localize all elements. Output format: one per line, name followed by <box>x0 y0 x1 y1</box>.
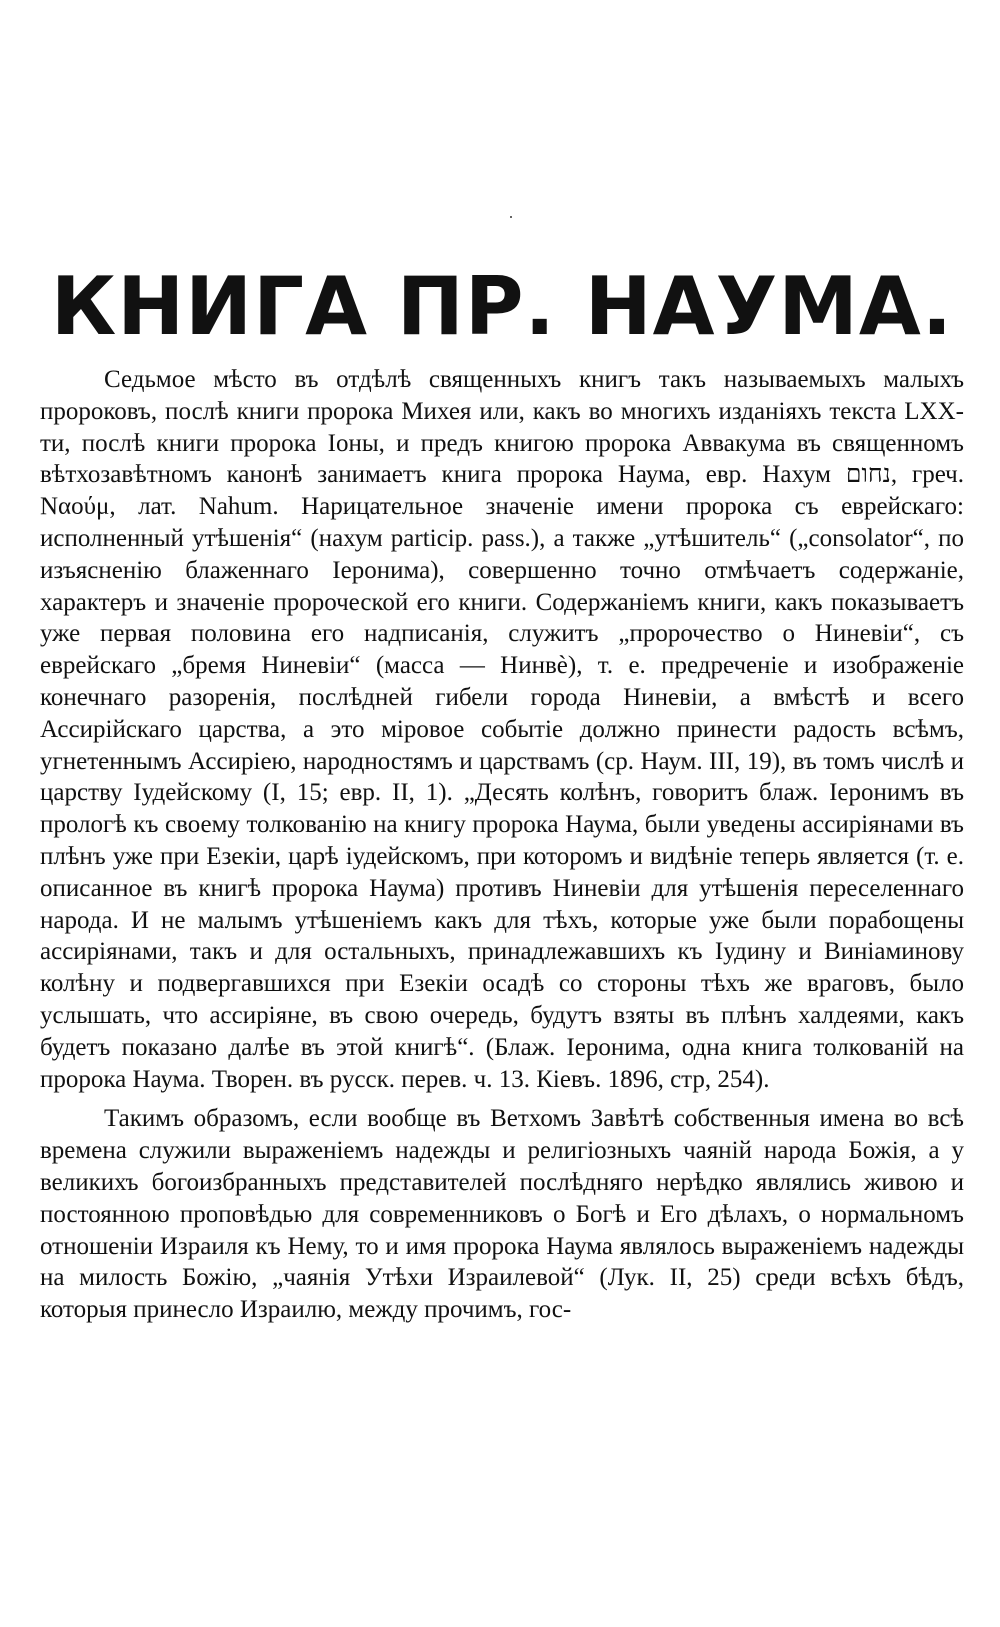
print-speck <box>510 216 512 218</box>
paragraph-2: Такимъ образомъ, если вообще въ Ветхомъ Завѣтѣ собственныя имена во всѣ времена служили выраженіемъ надежды и религіозныхъ чаяній народа Божія, а у великихъ богоизбранныхъ представителей послѣдняго нерѣдко являлись живою и постоянною проповѣдью для современниковъ о Богѣ и Его дѣлахъ, о нормальномъ отношеніи Израиля къ Нему, то и имя пророка Наума являлось выраженіемъ надежды на милость Божію, „чаянія Утѣхи Израилевой“ (Лук. II, 25) среди всѣхъ бѣдъ, которыя принесло Израилю, между прочимъ, гос- <box>40 1105 964 1324</box>
paragraph-1: Седьмое мѣсто въ отдѣлѣ священныхъ книгъ такъ называемыхъ малыхъ пророковъ, послѣ книги пророка Михея или, какъ во многихъ изданіяхъ текста LXX-ти, послѣ книги пророка Іоны, и предъ книгою пророка Аввакума въ священномъ вѣтхозавѣтномъ канонѣ занимаетъ книга пророка Наума, евр. Нахум נחום, греч. Ναούμ, лат. Nahum. Нарицательное значеніе имени пророка съ еврейскаго: исполненный утѣшенія“ (нахум particip. pass.), а также „утѣшитель“ („consolator“, по изъясненію блаженнаго Іеронима), совершенно точно отмѣчаетъ содержаніе, характеръ и значеніе пророческой его книги. Содержаніемъ книги, какъ показываетъ уже первая половина его надписанія, служитъ „пророчество о Ниневіи“, съ еврейскаго „бремя Ниневіи“ (масса — Нинвѐ), т. е. предреченіе и изображеніе конечнаго разоренія, послѣдней гибели города Ниневіи, а вмѣстѣ и всего Ассирійскаго царства, а это міровое событіе должно принести радость всѣмъ, угнетеннымъ Ассиріею, народностямъ и царствамъ (ср. Наум. III, 19), въ томъ числѣ и царству Іудейскому (I, 15; евр. II, 1). „Десять колѣнъ, говоритъ блаж. Іеронимъ въ прологѣ къ своему толкованію на книгу пророка Наума, были уведены ассиріянами въ плѣнъ уже при Езекіи, царѣ іудейскомъ, при которомъ и видѣніе теперь является (т. е. описанное въ книгѣ пророка Наума) противъ Ниневіи для утѣшенія переселеннаго народа. И не малымъ утѣшеніемъ какъ для тѣхъ, которые уже были порабощены ассиріянами, такъ и для остальныхъ, принадлежавшихъ къ Іудину и Виніаминову колѣну и подвергавшихся при Езекіи осадѣ со стороны тѣхъ же враговъ, было услышать, что ассиріяне, въ свою очередь, будутъ взяты въ плѣнъ халдеями, какъ будетъ показано далѣе въ этой книгѣ“. (Блаж. Іеронима, одна книга толкованій на пророка Наума. Творен. въ русск. перев. ч. 13. Кіевъ. 1896, стр, 254). <box>40 366 965 1093</box>
book-page <box>40 262 964 1326</box>
chapter-title: КНИГА ПР. НАУМА. <box>50 260 954 353</box>
